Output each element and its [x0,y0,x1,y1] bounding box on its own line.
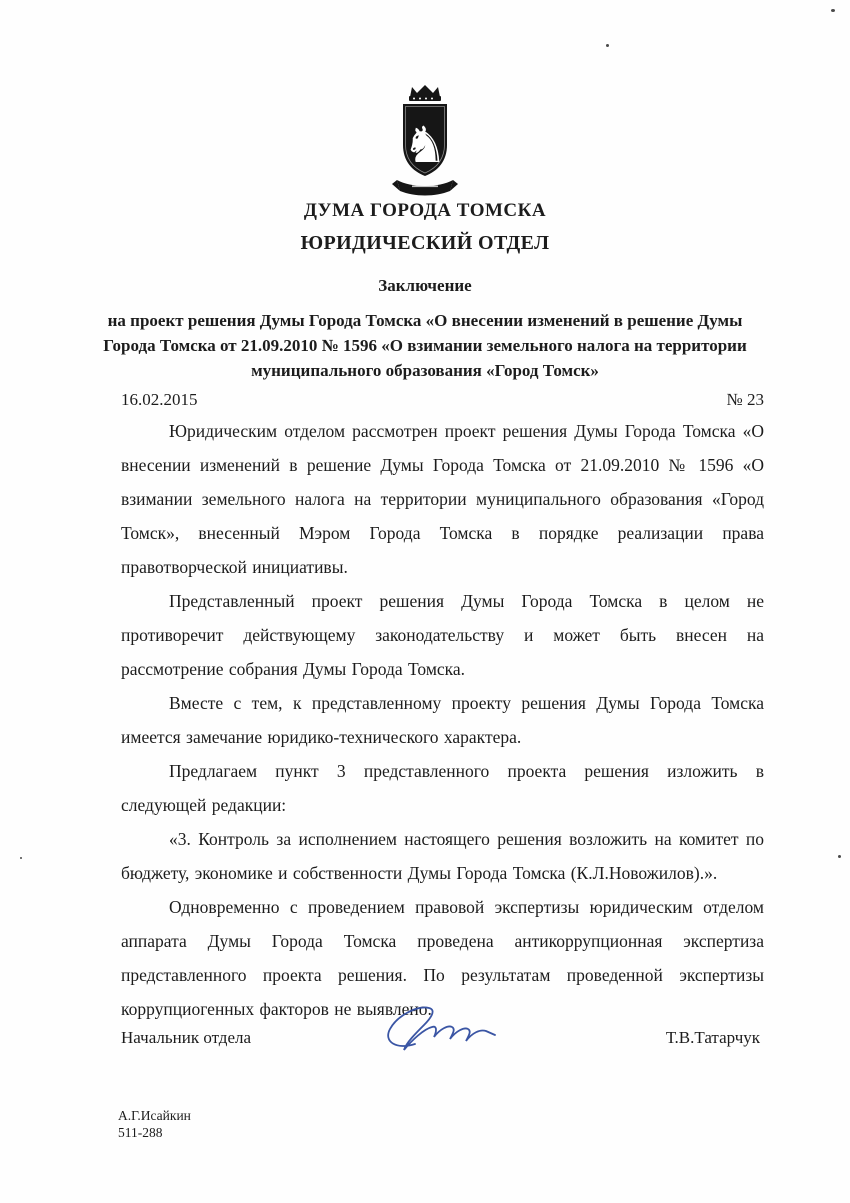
executor-block [118,1107,191,1141]
svg-text:♞: ♞ [402,116,448,174]
paragraph: Вместе с тем, к представленному проекту решения Думы Города Томска имеется замечание юридико-технического характера. [121,693,764,747]
doc-type-title: Заключение [378,276,472,295]
executor-name: А.Г.Исайкин [118,1108,191,1123]
doc-number: № 23 [726,390,764,409]
department-name: ЮРИДИЧЕСКИЙ ОТДЕЛ [300,232,550,254]
scan-speck [606,44,609,47]
scan-speck [20,857,22,859]
document-body [121,414,764,1026]
scan-speck [838,855,841,858]
org-name: ДУМА ГОРОДА ТОМСКА [303,200,547,221]
paragraph: Предлагаем пункт 3 представленного проекта решения изложить в следующей редакции: [121,761,764,815]
paragraph: Представленный проект решения Думы Города Томска в целом не противоречит действующему законодательству и может быть внесен на рассмотрение собрания Думы Города Томска. [121,591,764,679]
signature-name: Т.В.Татарчук [665,1028,760,1047]
signature-position: Начальник отдела [121,1028,252,1047]
paragraph: Одновременно с проведением правовой экспертизы юридическим отделом аппарата Думы Города Томска проведена антикоррупционная экспертиза представленного проекта решения. По результатам проведенной экспертизы коррупциогенных факторов не выявлено. [121,897,764,1019]
scan-speck [831,9,835,12]
tomsk-coat-of-arms-icon [389,82,461,201]
paragraph: Юридическим отделом рассмотрен проект решения Думы Города Томска «О внесении изменений в решение Думы Города Томска от 21.09.2010 № 1596 «О взимании земельного налога на территории муниципального образования «Город Томск», внесенный Мэром Города Томска в порядке реализации права правотворческой инициативы. [121,421,764,577]
date-number-row [121,390,764,410]
doc-date: 16.02.2015 [121,390,198,409]
signature-row [121,1028,760,1048]
paragraph: «3. Контроль за исполнением настоящего решения возложить на комитет по бюджету, экономике и собственности Думы Города Томска (К.Л.Новожилов).». [121,829,764,883]
doc-subject: на проект решения Думы Города Томска «О внесении изменений в решение Думы Города Томска от 21.09.2010 № 1596 «О взимании земельного налога на территории муниципального образования «Город Томск» [103,311,747,380]
executor-phone: 511-288 [118,1125,163,1140]
